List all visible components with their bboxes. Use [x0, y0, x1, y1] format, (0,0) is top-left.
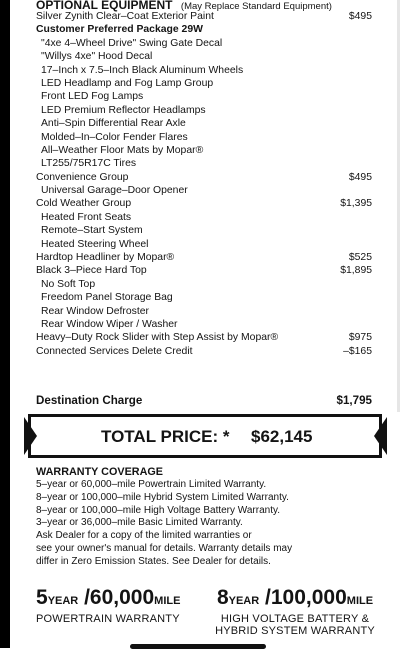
- equipment-label: Heated Steering Wheel: [41, 238, 149, 250]
- equipment-line: [36, 224, 372, 237]
- destination-charge-label: Destination Charge: [36, 394, 143, 407]
- destination-charge-price: $1,795: [336, 394, 372, 407]
- equipment-price: $1,895: [340, 265, 372, 277]
- equipment-line: [36, 238, 372, 251]
- equipment-label: Silver Zynith Clear–Coat Exterior Paint: [36, 11, 214, 22]
- equipment-label: Universal Garage–Door Opener: [41, 185, 188, 197]
- badge-miles: /60,000: [84, 586, 155, 609]
- equipment-line: [36, 144, 372, 157]
- warranty-line: see your owner's manual for details. Warranty details may: [36, 542, 293, 554]
- equipment-price: $495: [348, 11, 372, 22]
- badge-miles: /100,000: [265, 586, 347, 609]
- equipment-line: [36, 157, 372, 170]
- equipment-label: Convenience Group: [36, 171, 129, 183]
- total-price-box: [28, 414, 382, 458]
- equipment-price: $975: [348, 332, 372, 344]
- equipment-label: LED Headlamp and Fog Lamp Group: [41, 77, 214, 89]
- total-price-label: TOTAL PRICE: *: [101, 427, 230, 446]
- equipment-label: "Willys 4xe" Hood Decal: [41, 51, 153, 63]
- equipment-line: [36, 345, 372, 358]
- equipment-line: [36, 37, 372, 50]
- equipment-line: [36, 117, 372, 130]
- badge-mile-word: MILE: [346, 595, 374, 607]
- equipment-line: [36, 184, 372, 197]
- badge-caption: HIGH VOLTAGE BATTERY &: [220, 613, 370, 625]
- equipment-price: $525: [348, 252, 372, 264]
- total-right-arrow: [374, 417, 387, 455]
- warranty-coverage: [36, 466, 376, 569]
- equipment-label: Connected Services Delete Credit: [36, 345, 193, 357]
- equipment-label: Freedom Panel Storage Bag: [41, 292, 173, 304]
- badge-mile-word: MILE: [154, 595, 181, 607]
- section-title: OPTIONAL EQUIPMENT: [36, 0, 173, 12]
- equipment-line: [36, 211, 372, 224]
- equipment-label: Black 3–Piece Hard Top: [36, 265, 147, 277]
- equipment-label: Molded–In–Color Fender Flares: [41, 131, 188, 143]
- badge-years: 5: [36, 586, 48, 609]
- equipment-line: [36, 278, 372, 291]
- equipment-line: [36, 305, 372, 318]
- equipment-label: LT255/75R17C Tires: [41, 158, 137, 170]
- equipment-label: Customer Preferred Package 29W: [36, 24, 203, 36]
- equipment-line: [36, 171, 372, 184]
- badge-caption: POWERTRAIN WARRANTY: [36, 613, 180, 625]
- section-note: (May Replace Standard Equipment): [180, 1, 332, 12]
- equipment-line: [36, 104, 372, 117]
- equipment-line: [36, 50, 372, 63]
- equipment-label: "4xe 4–Wheel Drive" Swing Gate Decal: [41, 37, 223, 49]
- badge-year-word: YEAR: [47, 595, 79, 607]
- equipment-line: [36, 264, 372, 277]
- badge-year-word: YEAR: [228, 595, 260, 607]
- equipment-line: [36, 291, 372, 304]
- equipment-price: –$165: [343, 345, 372, 357]
- equipment-line: [36, 331, 372, 344]
- destination-charge-row: [36, 393, 372, 409]
- total-price-value: $62,145: [251, 427, 313, 446]
- equipment-line: [36, 251, 372, 264]
- equipment-label: Hardtop Headliner by Mopar®: [36, 252, 175, 264]
- equipment-label: Heavy–Duty Rock Slider with Step Assist by Mopar®: [36, 332, 279, 344]
- equipment-line: [36, 77, 372, 90]
- equipment-label: No Soft Top: [41, 278, 96, 290]
- equipment-price: $495: [348, 171, 372, 183]
- equipment-line: [36, 23, 372, 36]
- equipment-label: LED Premium Reflector Headlamps: [41, 104, 206, 116]
- powertrain-warranty-badge: [36, 586, 186, 625]
- equipment-label: Heated Front Seats: [41, 211, 132, 223]
- warranty-line: 8–year or 100,000–mile Hybrid System Limited Warranty.: [36, 491, 289, 503]
- equipment-price: $1,395: [340, 198, 372, 210]
- warranty-line: 5–year or 60,000–mile Powertrain Limited Warranty.: [36, 479, 267, 490]
- warranty-line: 8–year or 100,000–mile High Voltage Battery Warranty.: [36, 504, 281, 516]
- badge-caption-line-2: HYBRID SYSTEM WARRANTY: [215, 625, 375, 637]
- equipment-line: [36, 10, 372, 23]
- battery-warranty-badge: [214, 586, 376, 637]
- equipment-label: Rear Window Wiper / Washer: [41, 318, 178, 330]
- badge-years: 8: [216, 586, 229, 609]
- warranty-line: 3–year or 36,000–mile Basic Limited Warranty.: [36, 517, 243, 529]
- warranty-line: differ in Zero Emission States. See Dealer for details.: [36, 555, 271, 567]
- equipment-label: 17–Inch x 7.5–Inch Black Aluminum Wheels: [41, 64, 244, 76]
- equipment-label: Front LED Fog Lamps: [41, 91, 144, 103]
- equipment-label: Cold Weather Group: [36, 198, 132, 210]
- equipment-line: [36, 131, 372, 144]
- warranty-line: Ask Dealer for a copy of the limited warranties or: [36, 530, 252, 542]
- equipment-label: All–Weather Floor Mats by Mopar®: [41, 144, 204, 156]
- equipment-line: [36, 318, 372, 331]
- equipment-label: Remote–Start System: [41, 225, 143, 237]
- equipment-line: [36, 64, 372, 77]
- equipment-list: [36, 10, 372, 358]
- equipment-line: [36, 90, 372, 103]
- warranty-title: WARRANTY COVERAGE: [36, 466, 163, 478]
- equipment-label: Anti–Spin Differential Rear Axle: [41, 118, 186, 130]
- home-indicator-bar[interactable]: [130, 644, 266, 649]
- equipment-label: Rear Window Defroster: [41, 305, 149, 317]
- left-edge-rule: [0, 0, 10, 648]
- equipment-line: [36, 197, 372, 210]
